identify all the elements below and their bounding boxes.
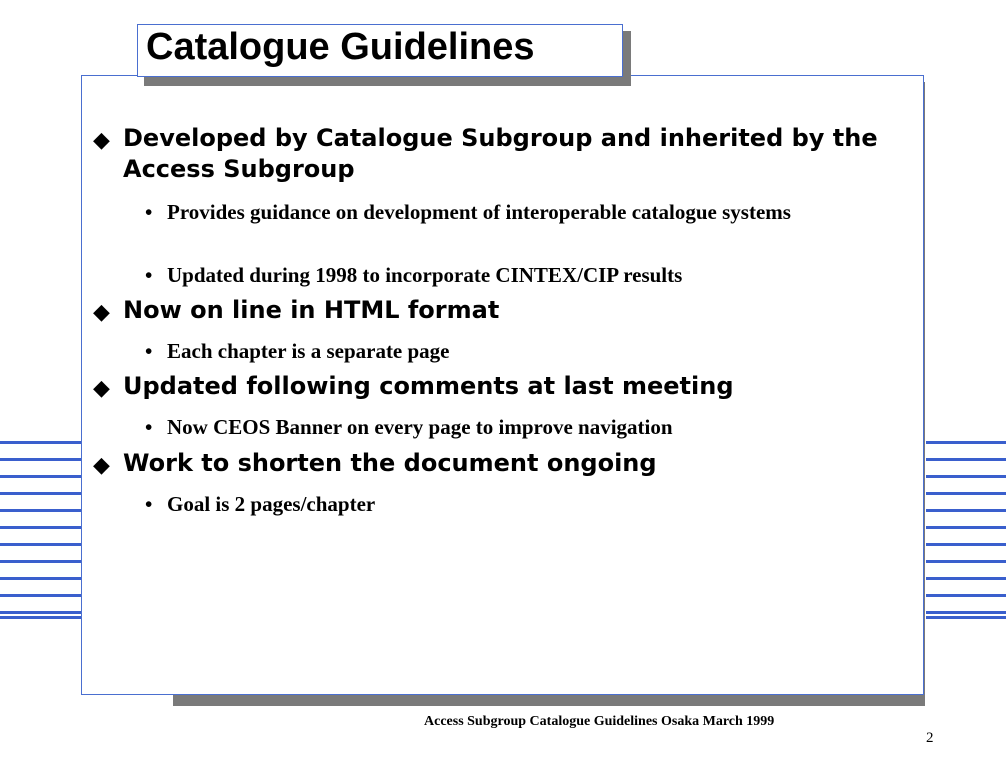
stripe (926, 560, 1006, 563)
dot-bullet-icon: • (145, 415, 153, 439)
bullet-text: Updated following comments at last meeting (123, 372, 734, 400)
stripe (0, 475, 82, 478)
stripe (0, 492, 82, 495)
stripe (0, 526, 82, 529)
stripe (0, 509, 82, 512)
stripe (0, 458, 82, 461)
diamond-bullet-icon: ◆ (93, 376, 110, 401)
slide-footer: Access Subgroup Catalogue Guidelines Osaka March 1999 (424, 714, 775, 729)
stripe (926, 458, 1006, 461)
sub-bullet-text: Now CEOS Banner on every page to improve navigation (167, 415, 673, 439)
diamond-bullet-icon: ◆ (93, 128, 110, 153)
dot-bullet-icon: • (145, 263, 153, 287)
page-number: 2 (926, 730, 934, 746)
stripe (926, 475, 1006, 478)
sub-bullet-text: Goal is 2 pages/chapter (167, 492, 376, 516)
stripe (926, 441, 1006, 444)
stripe (926, 611, 1006, 614)
bullet-text: Work to shorten the document ongoing (123, 449, 657, 477)
stripe (926, 492, 1006, 495)
sub-bullet-text: Each chapter is a separate page (167, 339, 450, 363)
dot-bullet-icon: • (145, 339, 153, 363)
stripe (0, 611, 82, 614)
stripe (0, 441, 82, 444)
stripe (926, 526, 1006, 529)
dot-bullet-icon: • (145, 200, 153, 224)
diamond-bullet-icon: ◆ (93, 453, 110, 478)
stripe (926, 509, 1006, 512)
stripe (0, 594, 82, 597)
bullet-text: Now on line in HTML format (123, 296, 500, 324)
stripe (0, 577, 82, 580)
diamond-bullet-icon: ◆ (93, 300, 110, 325)
stripe (926, 594, 1006, 597)
stripe (926, 577, 1006, 580)
stripe (0, 560, 82, 563)
slide-title: Catalogue Guidelines (146, 26, 535, 68)
dot-bullet-icon: • (145, 492, 153, 516)
sub-bullet-text: Provides guidance on development of interoperable catalogue systems (167, 200, 791, 224)
stripe (926, 543, 1006, 546)
sub-bullet-text: Updated during 1998 to incorporate CINTEX/CIP results (167, 263, 683, 287)
stripe (0, 616, 82, 619)
stripe (0, 543, 82, 546)
bullet-text: Developed by Catalogue Subgroup and inherited by the Access Subgroup (123, 124, 878, 183)
stripe (926, 616, 1006, 619)
